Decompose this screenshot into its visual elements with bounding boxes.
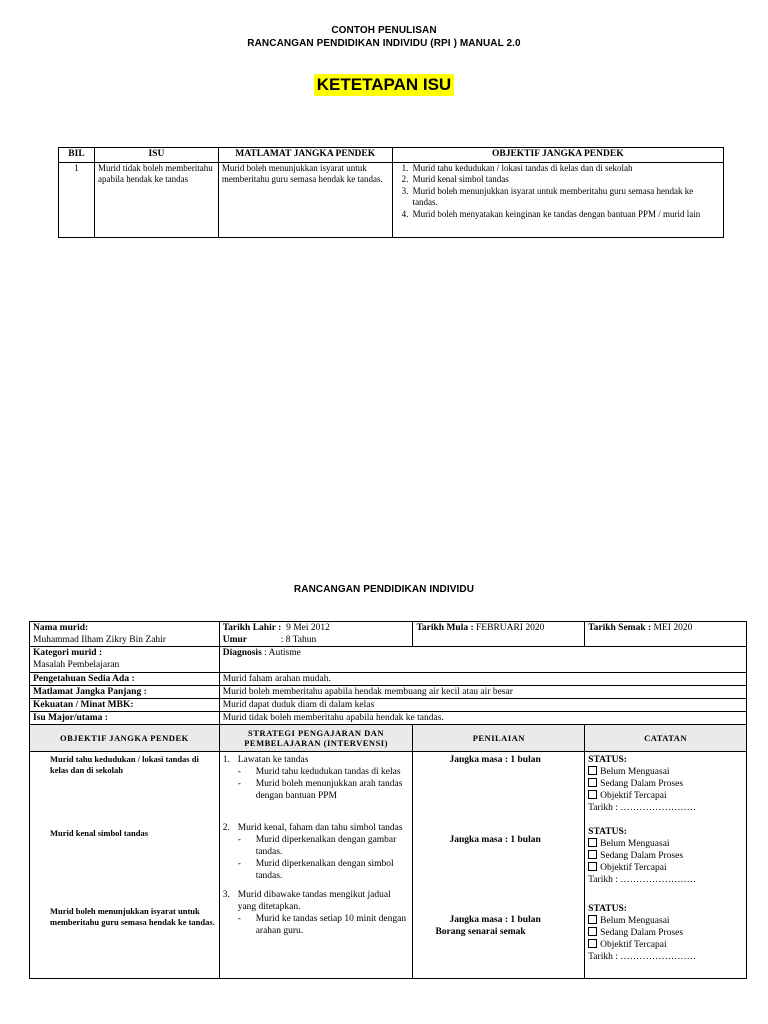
table-row bbox=[30, 673, 747, 686]
kekuatan-label: Kekuatan / Minat MBK: bbox=[30, 699, 220, 712]
tarikh-mula-cell bbox=[413, 622, 585, 647]
col-header-penilaian: PENILAIAN bbox=[413, 725, 585, 752]
status-option: Belum Menguasai bbox=[600, 916, 670, 926]
checkbox-icon[interactable] bbox=[588, 766, 597, 775]
status-option: Belum Menguasai bbox=[600, 767, 670, 777]
isu-table bbox=[58, 147, 724, 238]
checkbox-icon[interactable] bbox=[588, 915, 597, 924]
strategi-column bbox=[219, 752, 413, 979]
catatan-block bbox=[588, 754, 743, 826]
strategi-number: 2. bbox=[222, 823, 230, 833]
status-option: Objektif Tercapai bbox=[600, 940, 667, 950]
catatan-block bbox=[588, 826, 743, 903]
isu-table-header-row bbox=[59, 148, 724, 163]
table-row bbox=[59, 162, 724, 237]
checkbox-icon[interactable] bbox=[588, 939, 597, 948]
tarikh-lahir-label: Tarikh Lahir : bbox=[222, 623, 282, 633]
rpi-kategori-row bbox=[30, 647, 747, 673]
status-option: Belum Menguasai bbox=[600, 839, 670, 849]
rpi-table bbox=[29, 621, 747, 979]
penilaian-item: Jangka masa : 1 bulan bbox=[449, 915, 541, 925]
kategori-label: Kategori murid : bbox=[33, 648, 103, 658]
catatan-column bbox=[585, 752, 747, 979]
strategi-sub: Murid ke tandas setiap 10 minit dengan arahan guru. bbox=[255, 914, 407, 936]
ketetapan-isu-banner: KETETAPAN ISU bbox=[314, 74, 454, 96]
kategori-value: Masalah Pembelajaran bbox=[33, 660, 120, 670]
status-option: Sedang Dalam Proses bbox=[600, 928, 684, 938]
rpi-content-row bbox=[30, 752, 747, 979]
strategi-text: Lawatan ke tandas bbox=[237, 755, 309, 765]
tarikh-lahir-value: 9 Mei 2012 bbox=[286, 623, 330, 633]
strategi-sub: Murid diperkenalkan dengan gambar tandas. bbox=[255, 835, 397, 857]
rpi-info-row bbox=[30, 622, 747, 647]
pengetahuan-value: Murid faham arahan mudah. bbox=[219, 673, 746, 686]
objektif-item: Murid boleh menunjukkan isyarat untuk memberitahu guru semasa hendak ke tandas. bbox=[50, 906, 215, 927]
checkbox-icon[interactable] bbox=[588, 927, 597, 936]
rpi-title: RANCANGAN PENDIDIKAN INDIVIDU bbox=[293, 584, 475, 595]
diagnosis-label: Diagnosis bbox=[222, 648, 262, 658]
nama-value: Muhammad Ilham Zikry Bin Zahir bbox=[33, 635, 166, 645]
cell-bil: 1 bbox=[59, 162, 95, 237]
doc-header-line2: RANCANGAN PENDIDIKAN INDIVIDU (RPI ) MANUAL 2.0 bbox=[247, 38, 521, 49]
umur-label: Umur bbox=[222, 635, 247, 645]
rpi-col-header-row bbox=[30, 725, 747, 752]
kekuatan-value: Murid dapat duduk diam di dalam kelas bbox=[219, 699, 746, 712]
strategi-sub: Murid tahu kedudukan tandas di kelas bbox=[255, 767, 401, 777]
doc-header-line1: CONTOH PENULISAN bbox=[331, 25, 437, 36]
objektif-list bbox=[396, 163, 720, 221]
nama-cell bbox=[30, 622, 220, 647]
col-header-matlamat: MATLAMAT JANGKA PENDEK bbox=[218, 148, 392, 163]
penilaian-column bbox=[413, 752, 585, 979]
penilaian-method: Borang senarai semak bbox=[435, 927, 526, 937]
strategi-text: Murid kenal, faham dan tahu simbol tandas bbox=[237, 823, 403, 833]
banner-wrap bbox=[0, 74, 768, 96]
col-header-objektif: OBJEKTIF JANGKA PENDEK bbox=[392, 148, 723, 163]
col-header-catatan: CATATAN bbox=[585, 725, 747, 752]
col-header-strategi: STRATEGI PENGAJARAN DAN PEMBELAJARAN (INTERVENSI) bbox=[219, 725, 413, 752]
matlamat-panjang-label: Matlamat Jangka Panjang : bbox=[30, 686, 220, 699]
strategi-number: 1. bbox=[222, 755, 230, 765]
strategi-sub: Murid diperkenalkan dengan simbol tandas. bbox=[255, 859, 394, 881]
objektif-item: Murid tahu kedudukan / lokasi tandas di kelas dan di sekolah bbox=[50, 754, 199, 775]
matlamat-panjang-value: Murid boleh memberitahu apabila hendak membuang air kecil atau air besar bbox=[219, 686, 746, 699]
tarikh-semak-label: Tarikh Semak : bbox=[588, 623, 652, 633]
status-option: Sedang Dalam Proses bbox=[600, 779, 684, 789]
nama-label: Nama murid: bbox=[33, 623, 89, 633]
cell-isu: Murid tidak boleh memberitahu apabila hendak ke tandas bbox=[94, 162, 218, 237]
table-row bbox=[30, 699, 747, 712]
table-row bbox=[30, 686, 747, 699]
tarikh-line: Tarikh : …………………… bbox=[588, 875, 697, 885]
objektif-column bbox=[30, 752, 220, 979]
status-option: Objektif Tercapai bbox=[600, 863, 667, 873]
col-header-isu: ISU bbox=[94, 148, 218, 163]
tarikh-line: Tarikh : …………………… bbox=[588, 803, 697, 813]
pengetahuan-label: Pengetahuan Sedia Ada : bbox=[30, 673, 220, 686]
col-header-bil: BIL bbox=[59, 148, 95, 163]
strategi-sub: Murid boleh menunjukkan arah tandas dengan bantuan PPM bbox=[255, 779, 403, 801]
tarikh-mula-label: Tarikh Mula : bbox=[416, 623, 474, 633]
isu-major-value: Murid tidak boleh memberitahu apabila hendak ke tandas. bbox=[219, 712, 746, 725]
umur-value: : 8 Tahun bbox=[280, 635, 317, 645]
diagnosis-cell bbox=[219, 647, 746, 673]
catatan-block bbox=[588, 903, 743, 963]
penilaian-item: Jangka masa : 1 bulan bbox=[449, 835, 541, 845]
status-option: Objektif Tercapai bbox=[600, 791, 667, 801]
checkbox-icon[interactable] bbox=[588, 850, 597, 859]
checkbox-icon[interactable] bbox=[588, 778, 597, 787]
strategi-number: 3. bbox=[222, 890, 230, 900]
diagnosis-value: : Autisme bbox=[264, 648, 301, 658]
strategi-block: 1. Lawatan ke tandas - Murid tahu kedudukan tandas di kelas - Murid boleh menunjukkan arah tandas dengan bantuan PPM bbox=[223, 754, 410, 822]
list-item: 4. Murid boleh menyatakan keinginan ke tandas dengan bantuan PPM / murid lain bbox=[411, 209, 720, 221]
status-option: Sedang Dalam Proses bbox=[600, 851, 684, 861]
list-item: 1. Murid tahu kedudukan / lokasi tandas di kelas dan di sekolah bbox=[411, 163, 720, 175]
checkbox-icon[interactable] bbox=[588, 790, 597, 799]
col-header-objektif: OBJEKTIF JANGKA PENDEK bbox=[30, 725, 220, 752]
tarikh-semak-cell bbox=[585, 622, 747, 647]
table-row bbox=[30, 712, 747, 725]
status-label: STATUS: bbox=[588, 827, 627, 837]
tarikh-mula-value: FEBRUARI 2020 bbox=[476, 623, 545, 633]
list-item: 2. Murid kenal simbol tandas bbox=[411, 174, 720, 186]
lahir-cell bbox=[219, 622, 413, 647]
kategori-cell bbox=[30, 647, 220, 673]
checkbox-icon[interactable] bbox=[588, 838, 597, 847]
status-label: STATUS: bbox=[588, 755, 627, 765]
status-label: STATUS: bbox=[588, 904, 627, 914]
strategi-block: 2. Murid kenal, faham dan tahu simbol tandas - Murid diperkenalkan dengan gambar tandas. - Murid diperkenalkan dengan simbol tandas. bbox=[223, 822, 410, 889]
penilaian-item: Jangka masa : 1 bulan bbox=[449, 755, 541, 765]
list-item: 3. Murid boleh menunjukkan isyarat untuk memberitahu guru semasa hendak ke tandas. bbox=[411, 186, 720, 209]
checkbox-icon[interactable] bbox=[588, 862, 597, 871]
strategi-block: 3. Murid dibawake tandas mengikut jadual yang ditetapkan. - Murid ke tandas setiap 10 minit dengan arahan guru. bbox=[223, 889, 410, 937]
cell-objektif bbox=[392, 162, 723, 237]
strategi-text: Murid dibawake tandas mengikut jadual yang ditetapkan. bbox=[237, 890, 391, 912]
tarikh-line: Tarikh : …………………… bbox=[588, 952, 697, 962]
tarikh-semak-value: MEI 2020 bbox=[653, 623, 693, 633]
cell-matlamat: Murid boleh menunjukkan isyarat untuk memberitahu guru semasa hendak ke tandas. bbox=[218, 162, 392, 237]
isu-major-label: Isu Major/utama : bbox=[30, 712, 220, 725]
objektif-item: Murid kenal simbol tandas bbox=[50, 828, 149, 838]
